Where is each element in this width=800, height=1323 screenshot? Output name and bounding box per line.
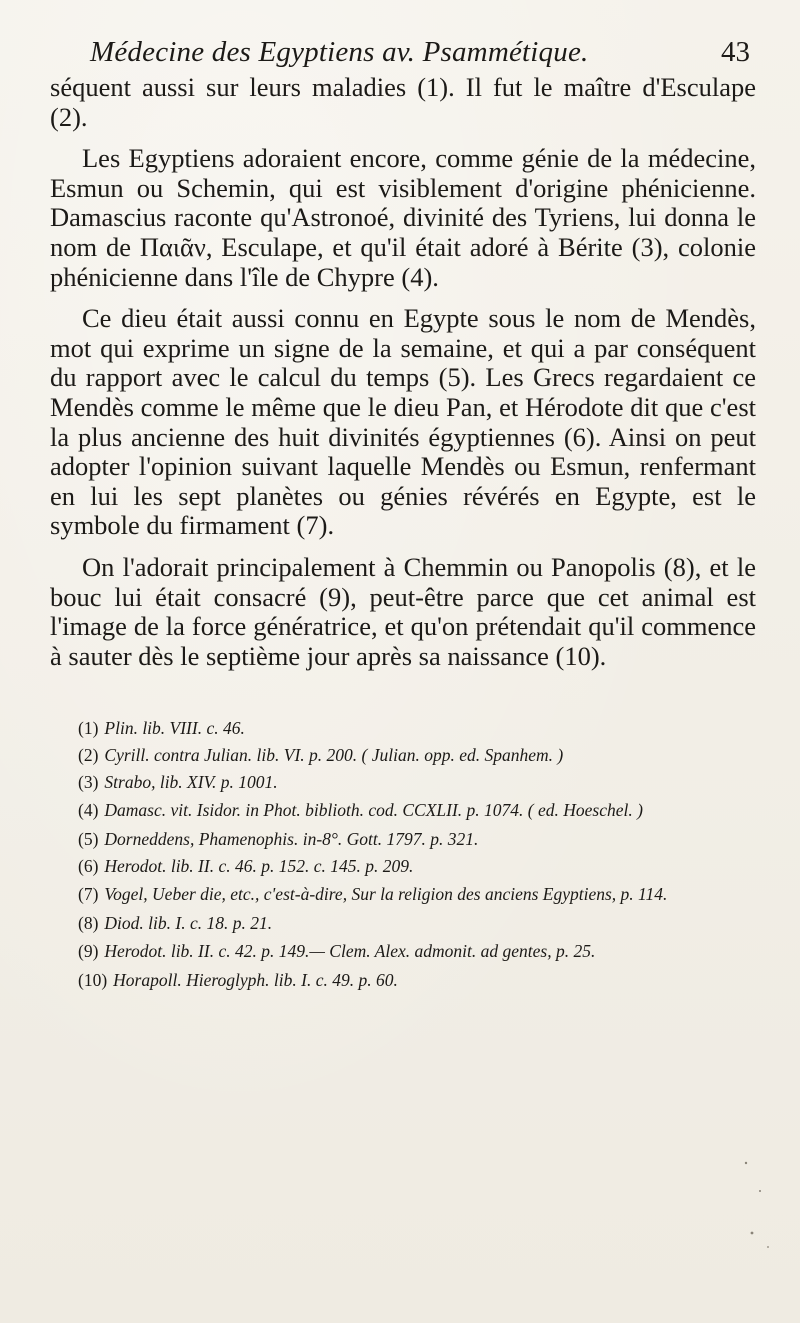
footnote-text: Herodot. lib. II. c. 42. p. 149.— Clem. Alex. admonit. ad gentes, p. 25. xyxy=(104,941,596,962)
footnote xyxy=(50,769,756,796)
paragraph: Ce dieu était aussi connu en Egypte sous le nom de Mendès, mot qui exprime un signe de la semaine, et qui a par conséquent du rapport avec le calcul du temps (5). Les Grecs regardaient ce Mendès comme le même que le dieu Pan, et Hérodote dit que c'est la plus ancienne des huit divinités égyptiennes (6). Ainsi on peut adopter l'opinion suivant laquelle Mendès ou Esmun, renfermant en lui les sept planètes ou génies révérés en Egypte, est le symbole du firmament (7). xyxy=(50,303,756,541)
footnote xyxy=(50,715,756,742)
footnote-number: (3) xyxy=(78,772,99,793)
footnote xyxy=(50,798,756,822)
footnote xyxy=(50,882,756,906)
footnote-number: (8) xyxy=(78,913,99,934)
paragraph: On l'adorait principalement à Chemmin ou Panopolis (8), et le bouc lui était consacré (9), peut-être parce que cet animal est l'image de la force génératrice, et qu'on prétendait qu'il commence à sauter dès le septième jour après sa naissance (10). xyxy=(50,551,756,671)
footnote-text: Herodot. lib. II. c. 46. p. 152. c. 145. p. 209. xyxy=(104,856,414,877)
footnote-number: (10) xyxy=(78,970,108,991)
paragraph: Les Egyptiens adoraient encore, comme génie de la médecine, Esmun ou Schemin, qui est visiblement d'origine phénicienne. Damascius raconte qu'Astronoé, divinité des Tyriens, lui donna le nom de Παιᾶν, Esculape, et qu'il était adoré à Bérite (3), colonie phénicienne dans l'île de Chypre (4). xyxy=(50,143,756,292)
footnote-text: Cyrill. contra Julian. lib. VI. p. 200. ( Julian. opp. ed. Spanhem. ) xyxy=(104,745,564,766)
paragraph: séquent aussi sur leurs maladies (1). Il fut le maître d'Esculape (2). xyxy=(50,72,756,132)
footnote xyxy=(50,826,756,853)
footnote-number: (4) xyxy=(78,800,99,821)
footnote-number: (2) xyxy=(78,745,99,766)
footnote-text: Strabo, lib. XIV. p. 1001. xyxy=(104,772,278,793)
running-title: Médecine des Egyptiens av. Psammétique. xyxy=(90,36,589,68)
footnote-number: (7) xyxy=(78,884,99,905)
footnote-number: (1) xyxy=(78,718,99,739)
footnote-number: (6) xyxy=(78,856,99,877)
footnote xyxy=(50,967,756,994)
footnote-text: Diod. lib. I. c. 18. p. 21. xyxy=(104,913,273,934)
footnote xyxy=(50,939,756,963)
footnote-text: Plin. lib. VIII. c. 46. xyxy=(104,718,245,739)
page-header xyxy=(90,36,750,69)
body-text xyxy=(50,73,756,671)
page-number: 43 xyxy=(721,36,750,68)
footnote-text: Vogel, Ueber die, etc., c'est-à-dire, Sur la religion des anciens Egyptiens, p. 114. xyxy=(104,884,668,905)
paper-specks xyxy=(738,1143,778,1263)
footnote-number: (5) xyxy=(78,829,99,850)
footnote-text: Dorneddens, Phamenophis. in-8°. Gott. 1797. p. 321. xyxy=(104,829,479,850)
footnote-text: Horapoll. Hieroglyph. lib. I. c. 49. p. 60. xyxy=(113,970,398,991)
footnote xyxy=(50,742,756,769)
footnotes xyxy=(50,715,756,994)
footnote-number: (9) xyxy=(78,941,99,962)
footnote xyxy=(50,910,756,937)
footnote xyxy=(50,853,756,880)
footnote-text: Damasc. vit. Isidor. in Phot. biblioth. cod. CCXLII. p. 1074. ( ed. Hoeschel. ) xyxy=(104,800,643,821)
